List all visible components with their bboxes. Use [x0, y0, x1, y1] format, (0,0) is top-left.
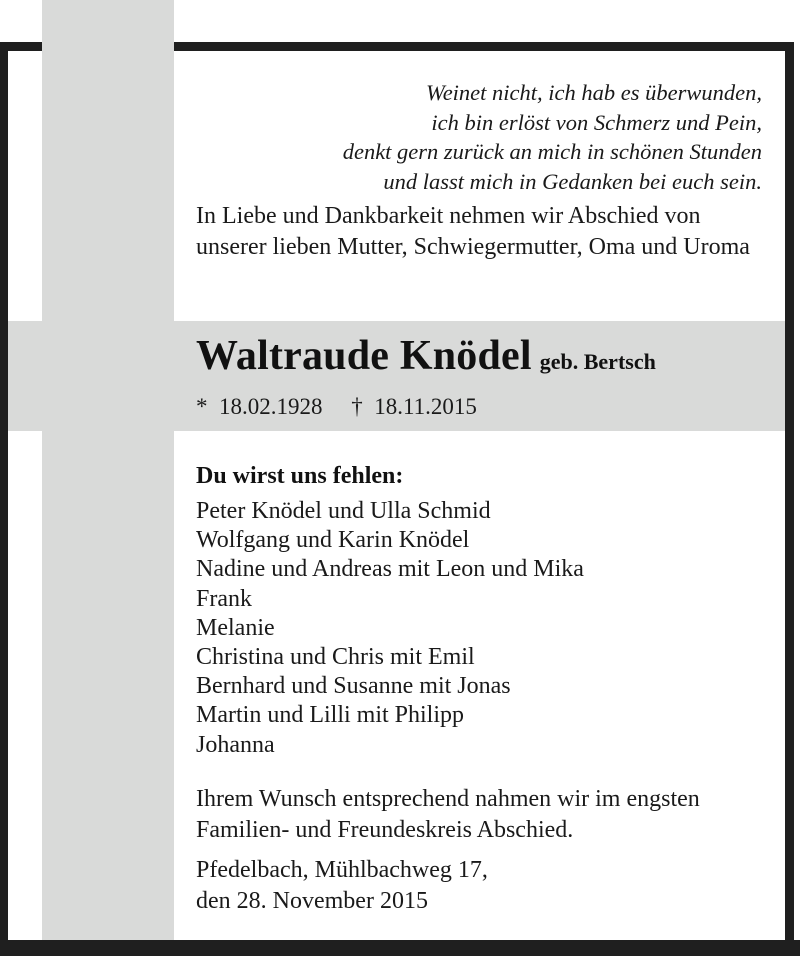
list-item: Johanna: [196, 731, 275, 758]
memorial-verse: [196, 78, 762, 196]
list-item: Peter Knödel und Ulla Schmid: [196, 498, 491, 524]
place-line: Pfedelbach, Mühlbachweg 17,: [196, 857, 488, 883]
mourners-list: [196, 497, 766, 760]
list-item: Christina und Chris mit Emil: [196, 644, 475, 671]
closing-note: Ihrem Wunsch entsprechend nahmen wir im engsten Familien- und Freundeskreis Abschied.: [196, 786, 700, 843]
place-and-date: [196, 855, 766, 916]
verse-line-4: und lasst mich in Gedanken bei euch sein.: [383, 168, 762, 194]
list-item: Martin und Lilli mit Philipp: [196, 702, 465, 729]
verse-line-1: Weinet nicht, ich hab es überwunden,: [426, 80, 762, 105]
mourners-heading: Du wirst uns fehlen:: [196, 463, 404, 489]
verse-line-2: ich bin erlöst von Schmerz und Pein,: [431, 109, 762, 135]
list-item: Nadine und Andreas mit Leon und Mika: [196, 556, 584, 583]
list-item: Wolfgang und Karin Knödel: [196, 527, 470, 554]
deceased-name-block: [196, 331, 776, 421]
deceased-name: Waltraude Knödel: [196, 333, 532, 379]
life-dates: * 18.02.1928 † 18.11.2015: [196, 394, 477, 419]
list-item: Bernhard und Susanne mit Jonas: [196, 673, 511, 700]
list-item: Frank: [196, 585, 252, 612]
verse-line-3: denkt gern zurück an mich in schönen Stunden: [342, 139, 762, 164]
introduction-text: In Liebe und Dankbarkeit nehmen wir Abschied von unserer lieben Mutter, Schwiegermutter, Oma und Uroma: [196, 203, 750, 260]
list-item: Melanie: [196, 614, 275, 641]
date-line: den 28. November 2015: [196, 887, 428, 914]
deceased-maiden-name: geb. Bertsch: [539, 349, 656, 374]
